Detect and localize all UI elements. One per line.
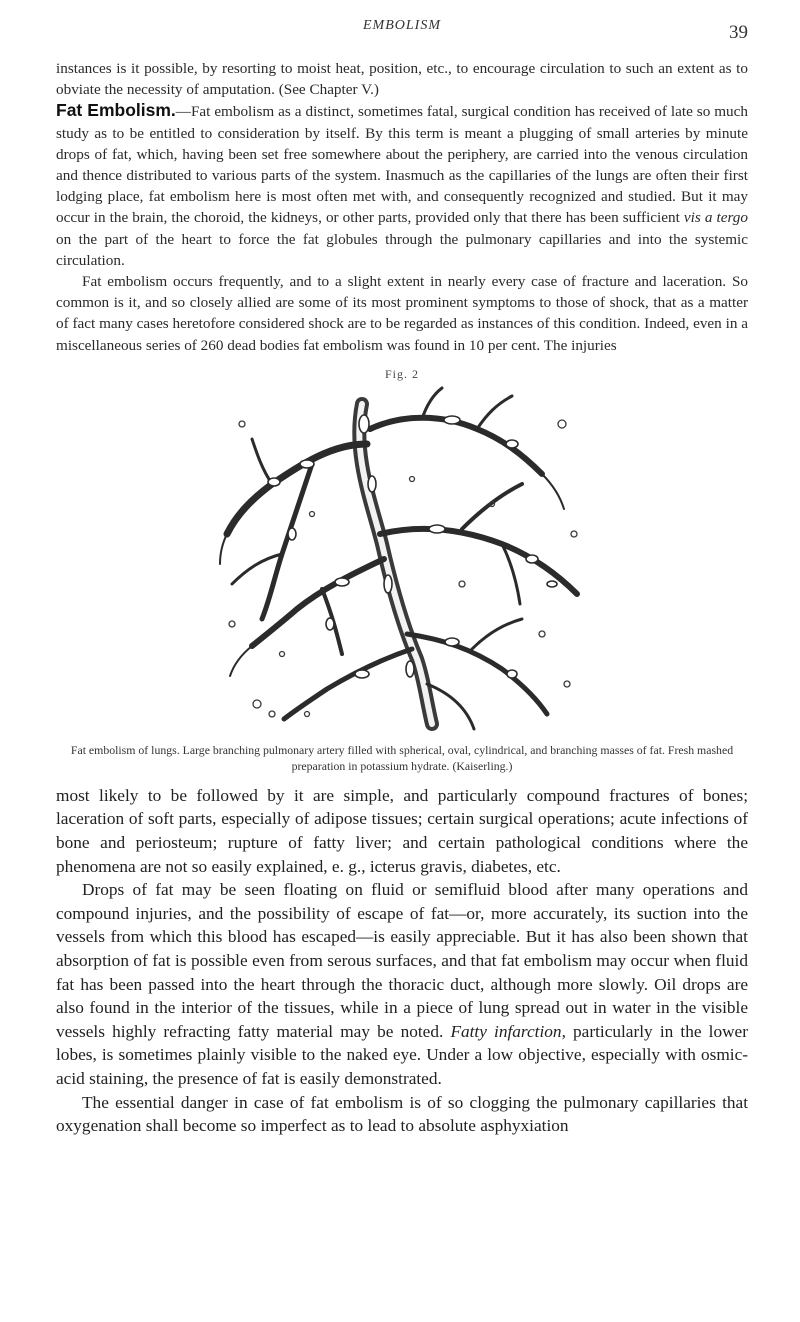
lung-vessel-illustration	[212, 384, 592, 734]
intro-paragraph: instances is it possible, by resorting to moist heat, position, etc., to encourage circulation to such an extent as to obviate the necessity of amputation. (See Chapter V.)	[56, 60, 748, 99]
paragraph-5: The essential danger in case of fat embolism is of so clogging the pulmonary capillaries that oxygenation shall become so imperfect as to lead to absolute asphyxiation	[56, 1092, 748, 1136]
top-text-block	[56, 58, 748, 356]
paragraph-4	[56, 878, 748, 1090]
paragraph-4-text: Drops of fat may be seen floating on fluid or semifluid blood after many operations and compound injuries, and the possibility of escape of fat—or, more accurately, its suction into the vessels from which this blood has escaped—is easily appreciable. But it has also been shown that absorption of fat is possible even from serous surfaces, and that fat embolism may occur when fluid fat has been passed into the heart through the thoracic duct, although more slowly. Oil drops are also found in the interior of the tissues, while in a piece of lung spread out in water in the visible vessels highly refracting fatty material may be noted.	[56, 880, 748, 1041]
running-title: EMBOLISM	[363, 18, 441, 33]
figure	[56, 364, 748, 774]
figure-label: Fig. 2	[384, 366, 419, 381]
paragraph-1-end: on the part of the heart to force the fat globules through the pulmonary capillaries and into the systemic circulation.	[56, 230, 748, 269]
paragraph-4-end: particularly in the lower lobes, is sometimes plainly visible to the naked eye. Under a low objective, especially with osmic-acid staining, the presence of fat is easily demonstrated.	[56, 1021, 748, 1088]
fat-embolism-paragraph-2: Fat embolism occurs frequently, and to a slight extent in nearly every case of fracture and laceration. So common is it, and so closely allied are some of its most prominent symptoms to those of shock, that as a matter of fact many cases heretofore considered shock are to be regarded as instances of this condition. Indeed, even in a miscellaneous series of 260 dead bodies fat embolism was found in 10 per cent. The injuries	[56, 273, 748, 354]
running-header	[56, 0, 748, 58]
paragraph-1-text: —Fat embolism as a distinct, sometimes fatal, surgical condition has received of late so much study as to be entitled to consideration by itself. By this term is meant a plugging of small arteries by minute drops of fat, which, having been set free somewhere about the periphery, are carried into the venous circulation and thence distributed to various parts of the system. Inasmuch as the capillaries of the lungs are often their first lodging place, fat embolism here is most often met with, and consequently recognized and studied. But it may occur in the brain, the choroid, the kidneys, or other parts, provided only that there has been sufficient	[56, 103, 748, 227]
page-number: 39	[729, 22, 748, 43]
figure-caption: Fat embolism of lungs. Large branching pulmonary artery filled with spherical, oval, cylindrical, and branching masses of fat. Fresh mashed preparation in potassium hydrate. (Kaiserling.)	[70, 742, 734, 773]
paragraph-1-italic: vis a tergo	[683, 209, 748, 227]
paragraph-4-italic: Fatty infarction,	[450, 1021, 566, 1041]
paragraph-3: most likely to be followed by it are simple, and particularly compound fractures of bones; laceration of soft parts, especially of adipose tissues; certain surgical operations; acute infections of bone and periosteum; rupture of fatty liver; and certain pathological conditions where the phenomena are not so easily explained, e. g., icterus gravis, diabetes, etc.	[56, 785, 748, 876]
section-heading: Fat Embolism.	[56, 100, 176, 121]
bottom-text-block	[56, 784, 748, 1138]
fat-embolism-paragraph-1	[56, 100, 748, 271]
